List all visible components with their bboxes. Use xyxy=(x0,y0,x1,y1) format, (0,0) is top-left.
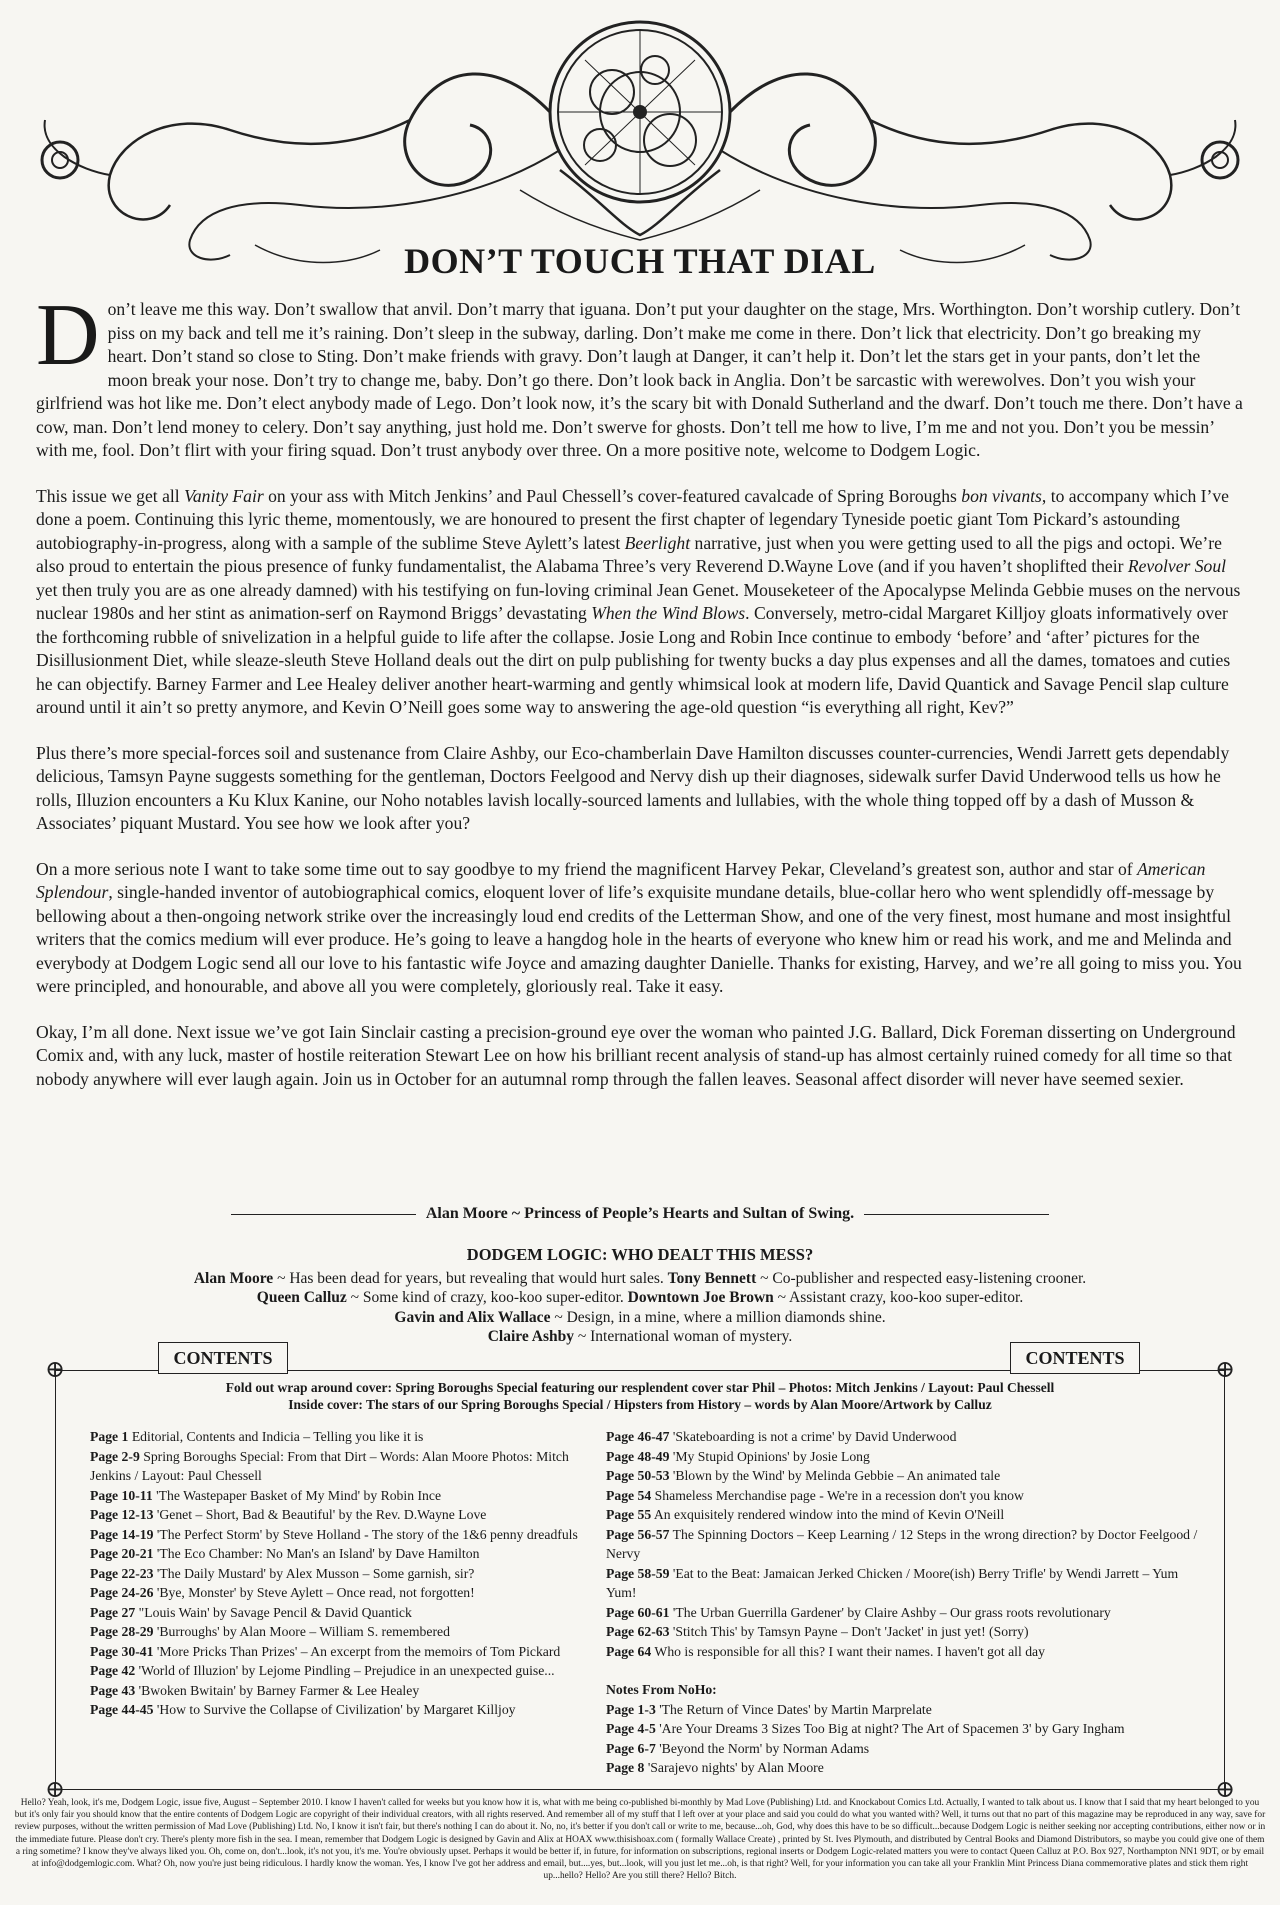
toc-title: 'The Perfect Storm' by Steve Holland - The story of the 1&6 penny dreadfuls xyxy=(153,1526,578,1542)
toc-title: 'Bye, Monster' by Steve Aylett – Once read, not forgotten! xyxy=(153,1585,475,1600)
divider xyxy=(231,1214,416,1215)
toc-title: "Louis Wain' by Savage Pencil & David Quantick xyxy=(135,1604,412,1620)
toc-title: 'The Eco Chamber: No Man's an Island' by Dave Hamilton xyxy=(153,1546,480,1561)
editorial-text: , to accompany which I’ve done a poem. Continuing this lyric theme, momentously, we are honoured to present the first chapter of legendary Tyneside poetic giant Tom Pickard’s astounding autobiography-in-progress, along with a sample of the sublime Steve Aylett’s latest xyxy=(36,485,1229,553)
toc-title: 'My Stupid Opinions' by Josie Long xyxy=(669,1448,870,1464)
toc-page: Page 43 xyxy=(90,1682,136,1698)
cover-line: Inside cover: The stars of our Spring Boroughs Special / Hipsters from History – words by Alan Moore/Artwork by Calluz xyxy=(288,1397,992,1412)
editorial-text: on’t leave me this way. Don’t swallow that anvil. Don’t marry that iguana. Don’t put your daughter on the stage, Mrs. Worthington. Don’t worship cutlery. Don’t piss on my back and tell me it’s raining. Don’t sleep in the subway, darling. Don’t make me come in there. Don’t lick that electricity. Don’t go breaking my heart. Don’t stand so close to Sting. Don’t make friends with gravy. Don’t laugh at Danger, it can’t help it. Don’t let the stars get in your pants, don’t let the moon break your nose. Don’t try to change me, baby. Don’t go there. Don’t look back in Anglia. Don’t be sarcastic with werewolves. Don’t you wish your girlfriend was hot like me. Don’t elect anybody made of Lego. Don’t look now, it’s the scary bit with Donald Sutherland and the dwarf. Don’t touch me there. Don’t have a cow, man. Don’t lend money to celery. Don’t say anything, just hold me. Don’t swerve for ghosts. Don’t tell me how to live, I’m me and not you. Don’t you be messin’ with me, fool. Don’t flirt with your firing squad. Don’t trust anybody over three. On a more positive note, welcome to Dodgem Logic. xyxy=(36,299,1243,460)
toc-page: Page 64 xyxy=(606,1643,652,1659)
editorial-paragraph-4 xyxy=(36,858,1244,999)
toc-page: Page 60-61 xyxy=(606,1604,670,1620)
toc-title: 'Blown by the Wind' by Melinda Gebbie – An animated tale xyxy=(669,1468,1001,1483)
credits-line xyxy=(0,1269,1280,1289)
editorial-italic: American Splendour xyxy=(36,858,1206,902)
editorial-text: . Conversely, metro-cidal Margaret Killjoy gloats informatively over the forthcoming rubble of snivelization in a helpful guide to life after the collapse. Josie Long and Robin Ince continue to embody ‘before’ and ‘after’ pictures for the Disillusionment Diet, while sleaze-sleuth Steve Holland deals out the dirt on pulp publishing for twenty bucks a day plus expenses and all the dames, tomatoes and cuties he can objectify. Barney Farmer and Lee Healey deliver another heart-warming and gently whimsical look at modern life, David Quantick and Savage Pencil slap culture around until it ain’t so pretty anymore, and Kevin O’Neill goes some way to answering the age-old question “is everything all right, Kev?” xyxy=(36,603,1231,717)
toc-item xyxy=(606,1447,1206,1467)
editorial-italic: Beerlight xyxy=(624,532,691,553)
credits-line xyxy=(0,1288,1280,1308)
credit-role: ~ Design, in a mine, where a million diamonds shine. xyxy=(550,1308,886,1326)
credit-name: Tony Bennett xyxy=(667,1269,757,1287)
credit-role: ~ Some kind of crazy, koo-koo super-editor. xyxy=(346,1289,628,1306)
drop-cap: D xyxy=(36,287,100,384)
toc-title: 'The Urban Guerrilla Gardener' by Claire Ashby – Our grass roots revolutionary xyxy=(669,1604,1111,1620)
toc-page: Page 12-13 xyxy=(90,1507,154,1522)
toc-item xyxy=(606,1700,1206,1720)
toc-page: Page 4-5 xyxy=(606,1721,656,1736)
toc-page: Page 10-11 xyxy=(90,1487,153,1503)
toc-title: 'Skateboarding is not a crime' by David Underwood xyxy=(669,1429,957,1444)
toc-page: Page 44-45 xyxy=(90,1702,154,1717)
toc-item xyxy=(606,1642,1206,1662)
toc-item xyxy=(90,1486,590,1506)
toc-page: Page 28-29 xyxy=(90,1624,154,1639)
credit-name: Queen Calluz xyxy=(256,1289,347,1306)
toc-page: Page 30-41 xyxy=(90,1643,154,1659)
toc-item xyxy=(606,1739,1206,1759)
corner-cross-icon: ⊕ xyxy=(44,1777,66,1803)
credit-name: Alan Moore xyxy=(193,1269,274,1287)
toc-page: Page 54 xyxy=(606,1487,652,1503)
toc-item xyxy=(606,1622,1206,1642)
toc-item xyxy=(90,1427,590,1447)
corner-cross-icon: ⊕ xyxy=(1214,1777,1236,1803)
cover-credits xyxy=(56,1379,1224,1413)
credits-heading: DODGEM LOGIC: WHO DEALT THIS MESS? xyxy=(466,1245,814,1264)
toc-title: Spring Boroughs Special: From that Dirt – Words: Alan Moore Photos: Mitch Jenkins / Layout: Paul Chessell xyxy=(90,1448,569,1483)
credit-role: ~ Assistant crazy, koo-koo super-editor. xyxy=(773,1289,1024,1306)
corner-cross-icon: ⊕ xyxy=(44,1357,66,1383)
credit-name: Claire Ashby xyxy=(487,1328,574,1345)
toc-title: 'Eat to the Beat: Jamaican Jerked Chicken / Moore(ish) Berry Trifle' by Wendi Jarrett – Yum Yum! xyxy=(606,1565,1179,1600)
toc-item xyxy=(606,1719,1206,1739)
toc-page: Page 2-9 xyxy=(90,1448,140,1464)
editorial-text: , single-handed inventor of autobiographical comics, eloquent lover of life’s exquisite mundane details, blue-collar hero who went splendidly off-message by bellowing about a then-ongoing network strike over the increasingly loud end credits of the Letterman Show, and one of the very finest, most humane and most insightful writers that the comics medium will ever produce. He’s going to leave a hangdog hole in the hearts of everyone who knew him or read his work, and me and Melinda and everybody at Dodgem Logic send all our love to his fantastic wife Joyce and amazing daughter Danielle. Thanks for existing, Harvey, and we’re all going to miss you. You were principled, and honourable, and above all you were completely, gloriously real. Take it easy. xyxy=(36,882,1242,996)
toc-page: Page 48-49 xyxy=(606,1448,670,1464)
toc-item xyxy=(606,1427,1206,1447)
toc-page: Page 6-7 xyxy=(606,1740,656,1756)
toc-title: 'More Pricks Than Prizes' – An excerpt from the memoirs of Tom Pickard xyxy=(153,1643,561,1659)
toc-title: 'Burroughs' by Alan Moore – William S. remembered xyxy=(153,1624,450,1639)
toc-page: Page 62-63 xyxy=(606,1624,670,1639)
toc-page: Page 27 xyxy=(90,1604,136,1620)
toc-title: 'World of Illuzion' by Lejome Pindling – Prejudice in an unexpected guise... xyxy=(135,1663,555,1678)
toc-title: 'Sarajevo nights' by Alan Moore xyxy=(644,1760,824,1775)
toc-page: Page 14-19 xyxy=(90,1526,154,1542)
editorial xyxy=(36,287,1244,1113)
credits xyxy=(0,1245,1280,1347)
toc-title: The Spinning Doctors – Keep Learning / 12 Steps in the wrong direction? by Doctor Feelgood / Nervy xyxy=(606,1526,1198,1561)
credits-line xyxy=(0,1308,1280,1328)
toc-item xyxy=(90,1700,590,1720)
toc-item xyxy=(90,1681,590,1701)
toc-item xyxy=(606,1505,1206,1525)
toc-title: 'The Return of Vince Dates' by Martin Marprelate xyxy=(655,1701,932,1717)
editorial-text: yet then truly you are as one already damned) with his testifying on fun-loving criminal Jean Genet. Mouseketeer of the Apocalypse Melinda Gebbie muses on the nervous nuclear 1980s and her stint as animation-serf on Raymond Briggs’ devastating xyxy=(36,579,1241,623)
toc-title: An exquisitely rendered window into the mind of Kevin O'Neill xyxy=(651,1507,1005,1522)
toc-title: Shameless Merchandise page - We're in a recession don't you know xyxy=(651,1487,1024,1503)
toc-right-column xyxy=(606,1427,1206,1778)
cover-line: Fold out wrap around cover: Spring Boroughs Special featuring our resplendent cover star Phil – Photos: Mitch Jenkins / Layout: Paul Chessell xyxy=(225,1380,1055,1395)
toc-item xyxy=(606,1525,1206,1564)
toc-title: 'Beyond the Norm' by Norman Adams xyxy=(655,1740,870,1756)
credit-name: Gavin and Alix Wallace xyxy=(394,1308,551,1326)
toc-title: 'Stitch This' by Tamsyn Payne – Don't 'Jacket' in just yet! (Sorry) xyxy=(669,1624,1029,1639)
editorial-italic: Revolver Soul xyxy=(1127,556,1227,576)
editorial-italic: bon vivants xyxy=(961,485,1042,506)
toc-title: 'Are Your Dreams 3 Sizes Too Big at night? The Art of Spacemen 3' by Gary Ingham xyxy=(655,1721,1125,1736)
editorial-paragraph-2 xyxy=(36,485,1244,720)
notes-heading: Notes From NoHo: xyxy=(606,1682,717,1697)
toc-title: 'Bwoken Bwitain' by Barney Farmer & Lee Healey xyxy=(135,1682,420,1698)
editorial-text: narrative, just when you were getting used to all the pigs and octopi. We’re also proud to entertain the pious presence of funky fundamentalist, the Alabama Three’s very Reverend D.Wayne Love (and if you haven’t shoplifted their xyxy=(36,532,1222,576)
indicia-fineprint: Hello? Yeah, look, it's me, Dodgem Logic, issue five, August – September 2010. I know I haven't called for weeks but you know how it is, what with me being co-published bi-monthly by Mad Love (Publishing) Ltd. and Knockabout Comics Ltd. Actually, I wanted to talk about us. I know that I said that my heart belonged to you but it's only fair you should know that the entire contents of Dodgem Logic are copyright of their individual creators, with all rights reserved. And remember all of my stuff that I left over at your place and said you could do what you wanted with? Well, it turns out that no part of this magazine may be reproduced in any way, save for review purposes, without the written permission of Mad Love (Publishing) Ltd. No, I know it isn't fair, but there's nothing I can do about it. No, no, it's better if you don't call or write to me, because...oh, God, why does this have to be so difficult...because Dodgem Logic is neither seeking nor accepting contributions, either now or in the immediate future. Please don't cry. There's plenty more fish in the sea. I mean, remember that Dodgem Logic is designed by Gavin and Alix at HOAX www.thisishoax.com ( formally Wallace Create) , printed by St. Ives Plymouth, and distributed by Central Books and Diamond Distributors, so maybe you could give one of them a ring sometime? I know they've always liked you. Oh, come on, don't...look, it's not you, it's me. You're obviously upset. Perhaps it would be better if, in future, for information on subscriptions, regional inserts or Dodgem Logic-related matters you were to contact Queen Calluz at P.O. Box 927, Northampton NN1 9DT, or by email at info@dodgemlogic.com. What? Oh, now you're just being ridiculous. I hardly know the woman. Yes, I know I've got her address and email, but....yes, but...look, will you just let me...oh, is that right? Well, for your information you can take all your Franklin Mint Princess Diana commemorative plates and stick them right up...hello? Hello? Are you still there? Hello? Bitch. xyxy=(14,1798,1266,1882)
contents-box xyxy=(44,1357,1236,1803)
divider xyxy=(864,1214,1049,1215)
editorial-text: on your ass with Mitch Jenkins’ and Paul Chessell’s cover-featured cavalcade of Spring Boroughs xyxy=(263,485,962,506)
toc-item xyxy=(90,1583,590,1603)
editorial-paragraph-5: Okay, I’m all done. Next issue we’ve got Iain Sinclair casting a precision-ground eye over the woman who painted J.G. Ballard, Dick Foreman disserting on Underground Comix and, with any luck, master of hostile reiteration Stewart Lee on how his brilliant recent analysis of stand-up has almost certainly ruined comedy for all time so that nobody anywhere will ever laugh again. Join us in October for an autumnal romp through the fallen leaves. Seasonal affect disorder will never have seemed sexier. xyxy=(36,1021,1236,1089)
toc-title: Editorial, Contents and Indicia – Telling you like it is xyxy=(128,1429,424,1444)
toc-item xyxy=(606,1758,1206,1778)
toc-item xyxy=(90,1603,590,1623)
toc-item xyxy=(90,1622,590,1642)
editorial-italic: Vanity Fair xyxy=(184,485,264,506)
editorial-text: On a more serious note I want to take some time out to say goodbye to my friend the magnificent Harvey Pekar, Cleveland’s greatest son, author and star of xyxy=(36,858,1138,879)
toc-title: 'The Daily Mustard' by Alex Musson – Some garnish, sir? xyxy=(153,1565,475,1581)
toc-page: Page 8 xyxy=(606,1760,645,1775)
toc-item xyxy=(90,1447,590,1486)
toc-title: Who is responsible for all this? I want their names. I haven't got all day xyxy=(651,1643,1045,1659)
editorial-text: This issue we get all xyxy=(36,485,185,506)
toc-item xyxy=(606,1603,1206,1623)
toc-page: Page 55 xyxy=(606,1507,652,1522)
toc-title: 'Genet – Short, Bad & Beautiful' by the Rev. D.Wayne Love xyxy=(153,1507,487,1522)
toc-item xyxy=(606,1466,1206,1486)
toc-page: Page 24-26 xyxy=(90,1585,154,1600)
credit-role: ~ Co-publisher and respected easy-listening crooner. xyxy=(756,1269,1087,1287)
toc-item xyxy=(606,1564,1206,1603)
credit-name: Downtown Joe Brown xyxy=(627,1289,774,1306)
signature-text: Alan Moore ~ Princess of People’s Hearts and Sultan of Swing. xyxy=(425,1205,855,1222)
toc-item xyxy=(90,1525,590,1545)
editorial-paragraph-1 xyxy=(36,287,1244,463)
signature xyxy=(0,1205,1280,1223)
toc-page: Page 56-57 xyxy=(606,1526,670,1542)
toc-item xyxy=(90,1642,590,1662)
toc-item xyxy=(90,1544,590,1564)
toc-page: Page 58-59 xyxy=(606,1565,670,1581)
toc-item xyxy=(90,1661,590,1681)
editorial-paragraph-3: Plus there’s more special-forces soil and sustenance from Claire Ashby, our Eco-chamberlain Dave Hamilton discusses counter-currencies, Wendi Jarrett gets dependably delicious, Tamsyn Payne suggests something for the gentleman, Doctors Feelgood and Nervy dish up their diagnoses, sidewalk surfer David Underwood tells us how he rolls, Illuzion encounters a Ku Klux Kanine, our Noho notables lavish locally-sourced laments and lullabies, with the whole thing topped off by a dash of Musson & Associates’ piquant Mustard. You see how we look after you? xyxy=(36,742,1230,833)
corner-cross-icon: ⊕ xyxy=(1214,1357,1236,1383)
contents-tab-right: CONTENTS xyxy=(1010,1342,1140,1374)
toc-item xyxy=(90,1564,590,1584)
toc-page: Page 50-53 xyxy=(606,1468,670,1483)
toc-title: 'The Wastepaper Basket of My Mind' by Robin Ince xyxy=(152,1487,442,1503)
toc-page: Page 1-3 xyxy=(606,1701,656,1717)
toc-page: Page 1 xyxy=(90,1429,129,1444)
toc-left-column xyxy=(90,1427,590,1720)
contents-tab-left: CONTENTS xyxy=(158,1342,288,1374)
toc-page: Page 22-23 xyxy=(90,1565,154,1581)
page-title: DON’T TOUCH THAT DIAL xyxy=(404,241,876,281)
toc-item xyxy=(606,1486,1206,1506)
toc-page: Page 20-21 xyxy=(90,1546,154,1561)
toc-page: Page 46-47 xyxy=(606,1429,670,1444)
toc-item xyxy=(90,1505,590,1525)
editorial-italic: When the Wind Blows xyxy=(591,603,746,623)
toc-page: Page 42 xyxy=(90,1663,136,1678)
toc-title: 'How to Survive the Collapse of Civilization' by Margaret Killjoy xyxy=(153,1702,516,1717)
credit-role: ~ International woman of mystery. xyxy=(573,1328,793,1345)
credit-role: ~ Has been dead for years, but revealing that would hurt sales. xyxy=(273,1269,668,1287)
